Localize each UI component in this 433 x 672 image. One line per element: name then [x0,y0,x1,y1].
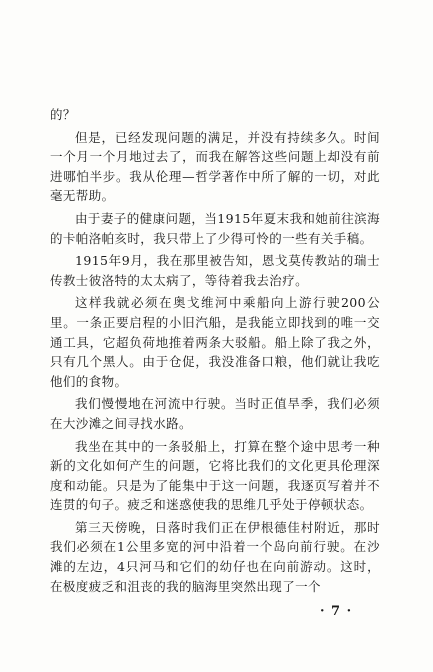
paragraph-4: 1915年9月，我在那里被告知，恩戈莫传教站的瑞士传教士彼洛特的太太病了，等待着我去治疗。 [50,253,380,288]
page-text-block [50,105,380,599]
paragraph-6: 我们慢慢地在河流中行驶。当时正值旱季，我们必须在大沙滩之间寻找水路。 [50,396,380,431]
paragraph-2: 但是，已经发现问题的满足，并没有持续多久。时间一个月一个月地过去了，而我在解答这些问题上却没有前进哪怕半步。我从伦理—哲学著作中所了解的一切，对此毫无帮助。 [50,129,380,204]
paragraph-8: 第三天傍晚，日落时我们正在伊根德佳村附近，那时我们必须在1公里多宽的河中沿着一个岛向前行驶。在沙滩的左边，4只河马和它们的幼仔也在向前游动。这时，在极度疲乏和沮丧的我的脑海里突然出现了一个 [50,519,380,594]
paragraph-1: 的？ [50,107,76,122]
paragraph-7: 我坐在其中的一条驳船上，打算在整个途中思考一种新的文化如何产生的问题，它将比我们的文化更具伦理深度和动能。只是为了能集中于这一问题，我逐页写着并不连贯的句子。疲乏和迷惑使我的思维几乎处于停顿状态。 [50,438,380,513]
paragraph-5: 这样我就必须在奥戈维河中乘船向上游行驶200公里。一条正要启程的小旧汽船，是我能立即找到的唯一交通工具，它超负荷地推着两条大驳船。船上除了我之外，只有几个黑人。由于仓促，我没准备口粮，他们就让我吃他们的食物。 [50,295,380,389]
page-number: · 7 · [320,604,353,619]
paragraph-3: 由于妻子的健康问题，当1915年夏末我和她前往滨海的卡帕洛帕亥时，我只带上了少得可怜的一些有关手稿。 [50,210,380,246]
